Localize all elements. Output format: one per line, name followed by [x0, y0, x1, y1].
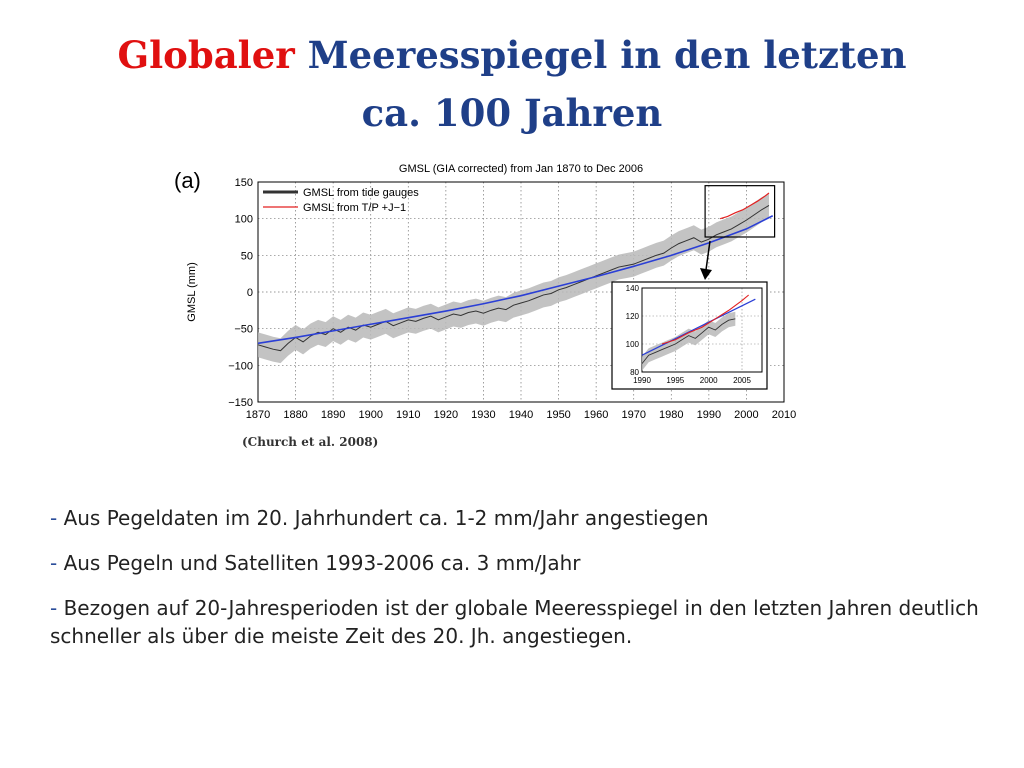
citation: (Church et al. 2008)	[242, 435, 379, 449]
gmsl-chart	[170, 152, 810, 432]
x-tick-label: 1970	[621, 409, 646, 421]
x-tick-label: 1910	[396, 409, 421, 421]
inset-y-tick-label: 100	[625, 340, 639, 349]
inset-y-tick-label: 120	[625, 312, 639, 321]
x-tick-label: 1880	[283, 409, 308, 421]
inset-x-tick-label: 2005	[733, 376, 751, 385]
title-rest: Meeresspiegel in den letzten	[307, 33, 907, 77]
legend	[263, 187, 419, 214]
x-tick-label: 1950	[546, 409, 571, 421]
chart-title: GMSL (GIA corrected) from Jan 1870 to Dec 2006	[398, 163, 644, 175]
bullet-list	[50, 504, 990, 667]
title-line-2: ca. 100 Jahren	[361, 91, 663, 135]
x-tick-label: 1960	[583, 409, 609, 421]
bullet-dash: -	[50, 596, 58, 620]
inset-y-tick-label: 80	[630, 368, 639, 377]
bullet-dash: -	[50, 506, 58, 530]
inset-x-tick-label: 2000	[699, 376, 718, 385]
inset-x-tick-label: 1995	[666, 376, 685, 385]
x-tick-label: 1980	[659, 409, 684, 421]
y-axis-label: GMSL (mm)	[186, 262, 198, 322]
slide-title	[0, 26, 1024, 142]
x-tick-label: 1930	[471, 409, 496, 421]
y-tick-label: −150	[228, 397, 253, 409]
x-tick-label: 1900	[358, 409, 383, 421]
bullet-text: Aus Pegeldaten im 20. Jahrhundert ca. 1-2 mm/Jahr angestiegen	[63, 506, 709, 530]
bullet-dash: -	[50, 551, 58, 575]
bullet-3	[50, 594, 990, 650]
x-tick-label: 1940	[508, 409, 534, 421]
x-tick-label: 1920	[433, 409, 459, 421]
y-tick-label: −100	[228, 360, 253, 373]
x-tick-label: 1890	[320, 409, 346, 421]
x-tick-label: 1870	[245, 409, 271, 421]
x-tick-label: 2000	[734, 409, 759, 421]
bullet-2	[50, 549, 990, 577]
y-tick-label: 150	[234, 177, 253, 189]
y-tick-label: 50	[240, 250, 253, 263]
panel-label: (a)	[174, 168, 201, 193]
zoom-arrow-head	[700, 268, 712, 280]
inset-y-tick-label: 140	[625, 284, 639, 293]
title-word-globaler: Globaler	[117, 33, 295, 77]
bullet-1	[50, 504, 990, 532]
legend-label-satellite: GMSL from T/P +J−1	[303, 202, 407, 214]
inset-x-tick-label: 1990	[633, 376, 651, 385]
y-tick-label: 0	[246, 287, 253, 299]
y-tick-label: 100	[234, 213, 253, 226]
legend-label-tide: GMSL from tide gauges	[303, 187, 419, 199]
bullet-text: Aus Pegeln und Satelliten 1993-2006 ca. 3 mm/Jahr	[63, 551, 581, 575]
bullet-text: Bezogen auf 20-Jahresperioden ist der globale Meeresspiegel in den letzten Jahren deutlich schneller als über die meiste Zeit des 20. Jh. angestiegen.	[50, 596, 979, 648]
y-tick-label: −50	[234, 323, 253, 336]
x-tick-label: 2010	[771, 409, 797, 421]
x-tick-label: 1990	[696, 409, 722, 421]
title-line-1	[0, 26, 1024, 84]
